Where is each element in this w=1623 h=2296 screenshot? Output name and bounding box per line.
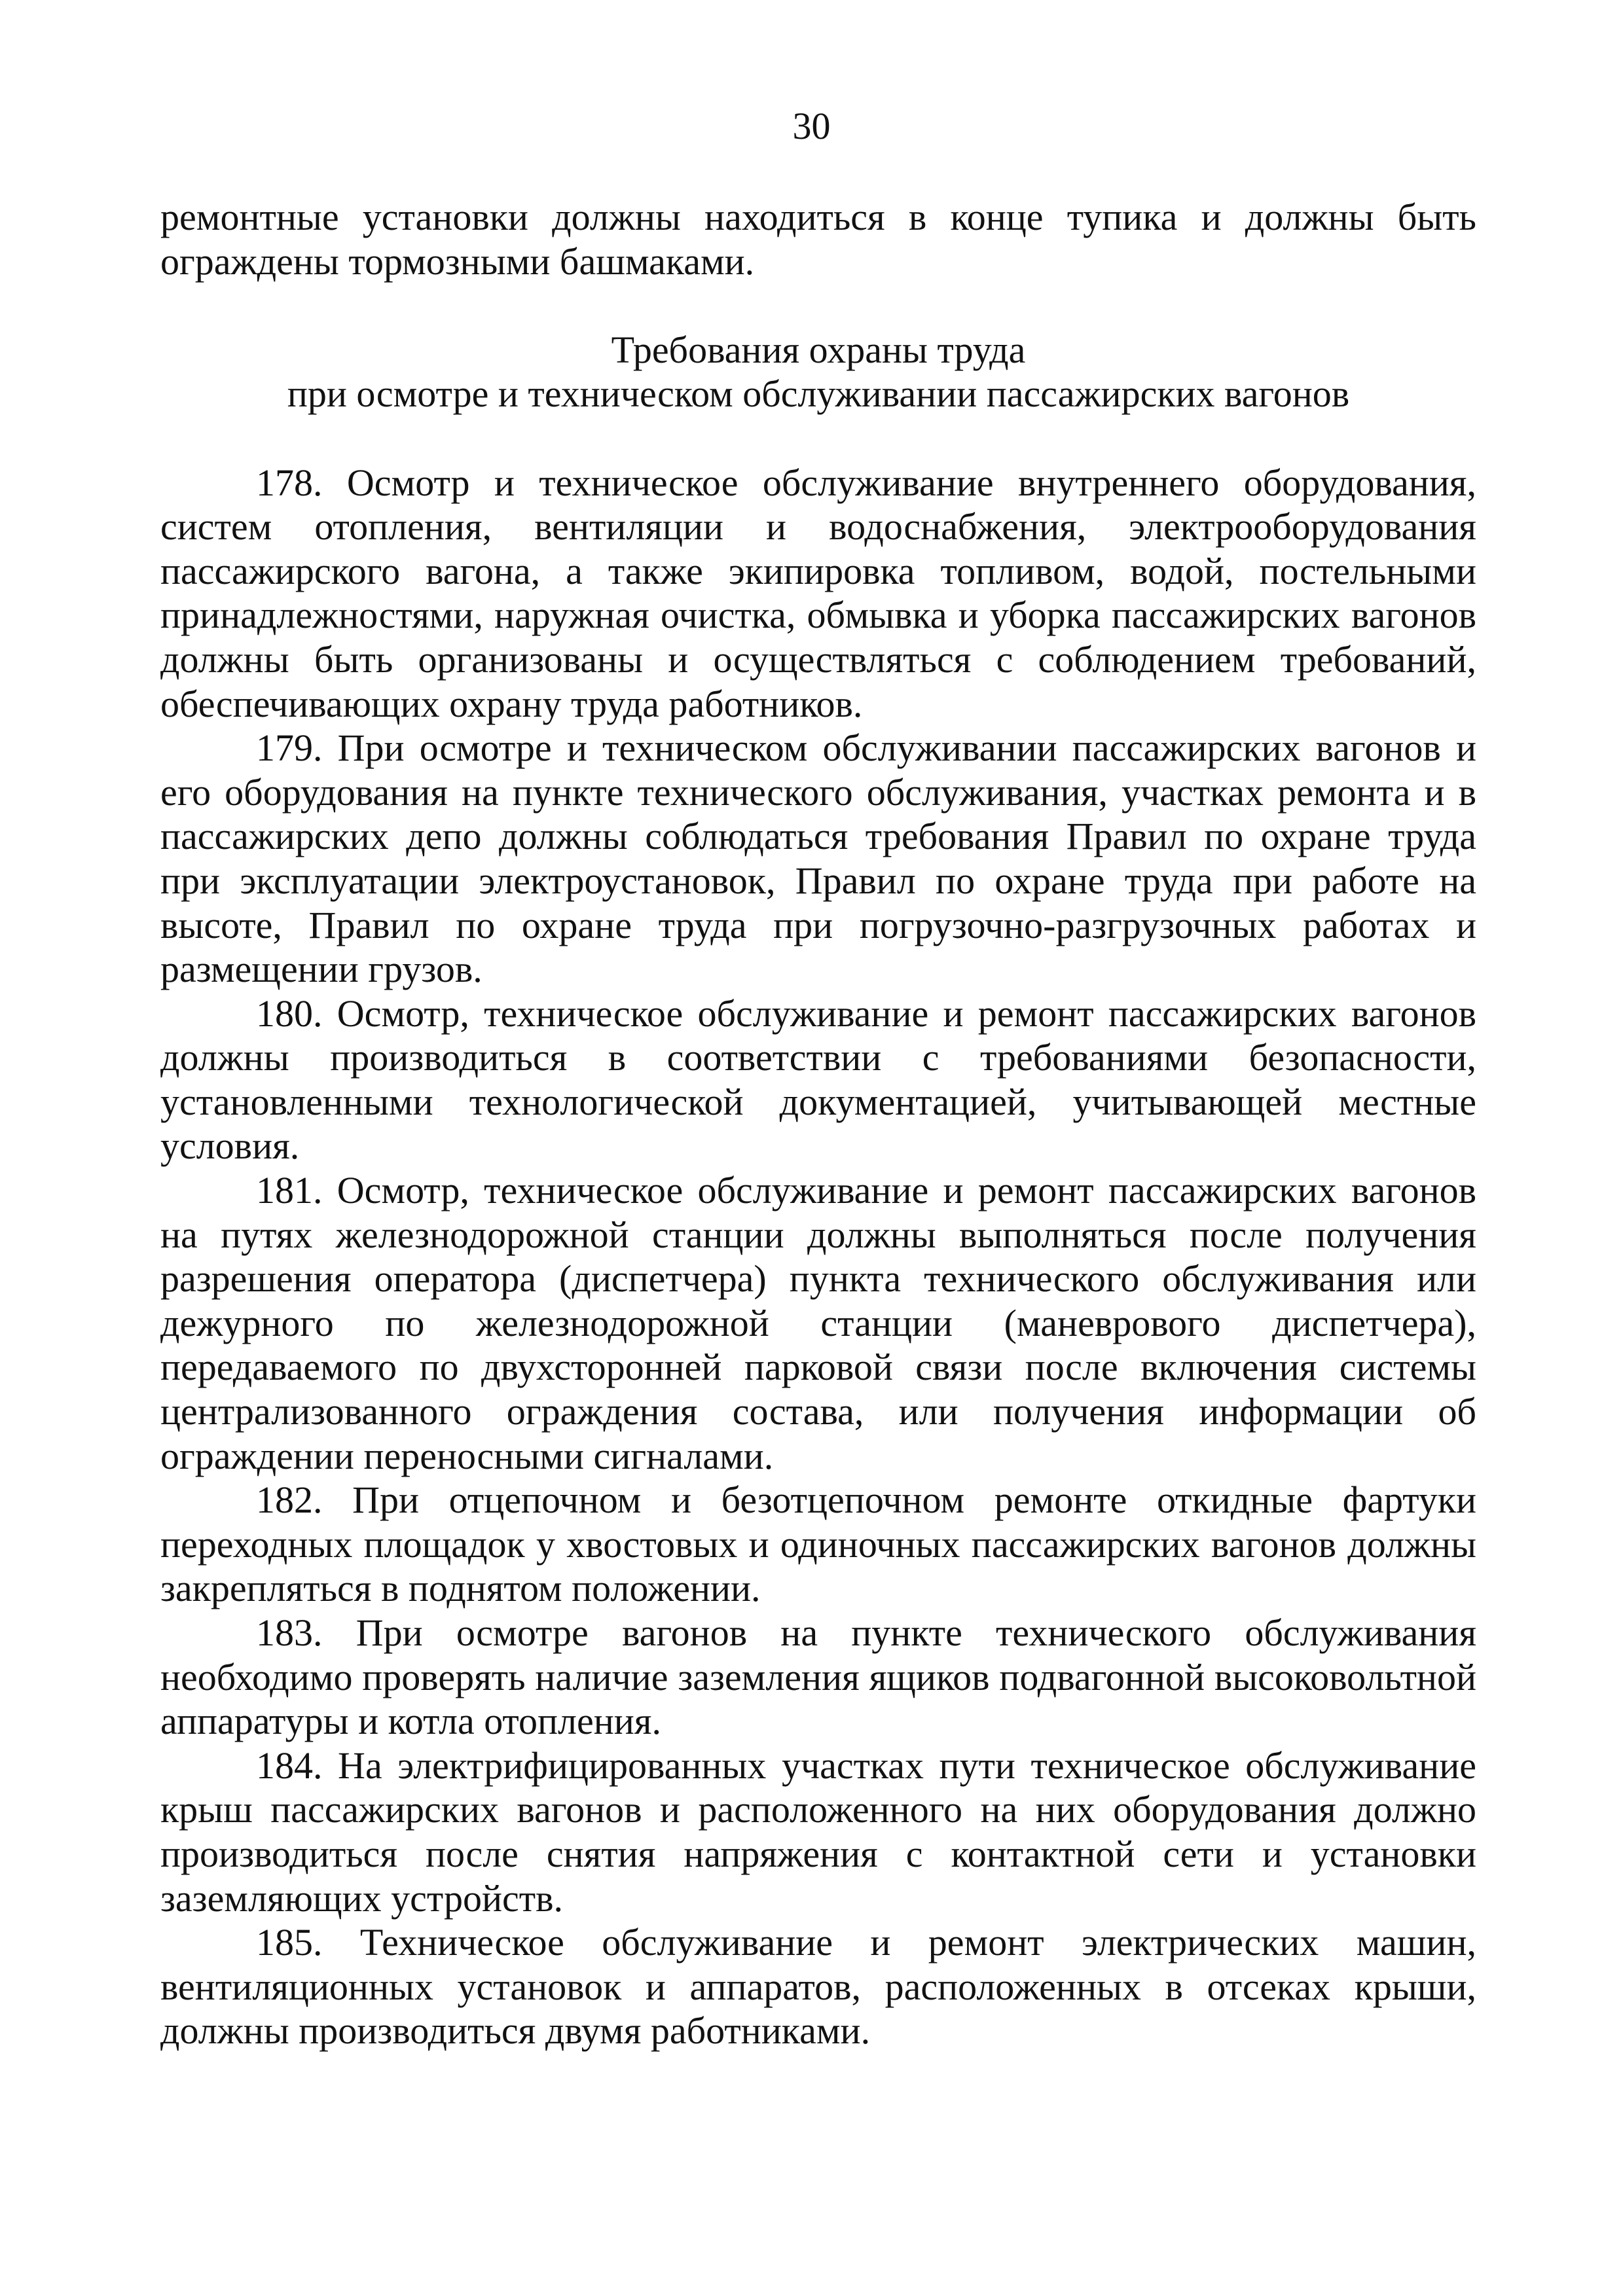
section-heading-line-2: при осмотре и техническом обслуживании пассажирских вагонов	[287, 372, 1350, 416]
paragraph-180: 180. Осмотр, техническое обслуживание и ремонт пассажирских вагонов должны производиться в соответствии с требованиями безопасности, установленными технологической документацией, учитывающей местные условия.	[160, 992, 1476, 1168]
intro-paragraph: ремонтные установки должны находиться в конце тупика и должны быть ограждены тормозными башмаками.	[160, 196, 1476, 283]
paragraph-185: 185. Техническое обслуживание и ремонт электрических машин, вентиляционных установок и аппаратов, расположенных в отсеках крыши, должны производиться двумя работниками.	[160, 1921, 1476, 2053]
paragraph-182: 182. При отцепочном и безотцепочном ремонте откидные фартуки переходных площадок у хвостовых и одиночных пассажирских вагонов должны закрепляться в поднятом положении.	[160, 1479, 1476, 1610]
document-body	[160, 195, 1476, 2053]
paragraph-179: 179. При осмотре и техническом обслуживании пассажирских вагонов и его оборудования на пункте технического обслуживания, участках ремонта и в пассажирских депо должны соблюдаться требования Правил по охране труда при эксплуатации электроустановок, Правил по охране труда при работе на высоте, Правил по охране труда при погрузочно-разгрузочных работах и размещении грузов.	[160, 726, 1476, 991]
paragraph-184: 184. На электрифицированных участках пути техническое обслуживание крыш пассажирских вагонов и расположенного на них оборудования должно производиться после снятия напряжения с контактной сети и установки заземляющих устройств.	[160, 1744, 1476, 1920]
page-number: 30	[792, 105, 831, 147]
section-heading	[160, 328, 1476, 416]
section-heading-line-1: Требования охраны труда	[611, 328, 1026, 371]
paragraph-181: 181. Осмотр, техническое обслуживание и ремонт пассажирских вагонов на путях железнодорожной станции должны выполняться после получения разрешения оператора (диспетчера) пункта технического обслуживания или дежурного по железнодорожной станции (маневрового диспетчера), передаваемого по двухсторонней парковой связи после включения системы централизованного ограждения состава, или получения информации об ограждении переносными сигналами.	[160, 1169, 1476, 1477]
paragraph-178: 178. Осмотр и техническое обслуживание внутреннего оборудования, систем отопления, вентиляции и водоснабжения, электрооборудования пассажирского вагона, а также экипировка топливом, водой, постельными принадлежностями, наружная очистка, обмывка и уборка пассажирских вагонов должны быть организованы и осуществляться с соблюдением требований, обеспечивающих охрану труда работников.	[160, 461, 1476, 725]
paragraph-183: 183. При осмотре вагонов на пункте технического обслуживания необходимо проверять наличие заземления ящиков подвагонной высоковольтной аппаратуры и котла отопления.	[160, 1611, 1476, 1743]
